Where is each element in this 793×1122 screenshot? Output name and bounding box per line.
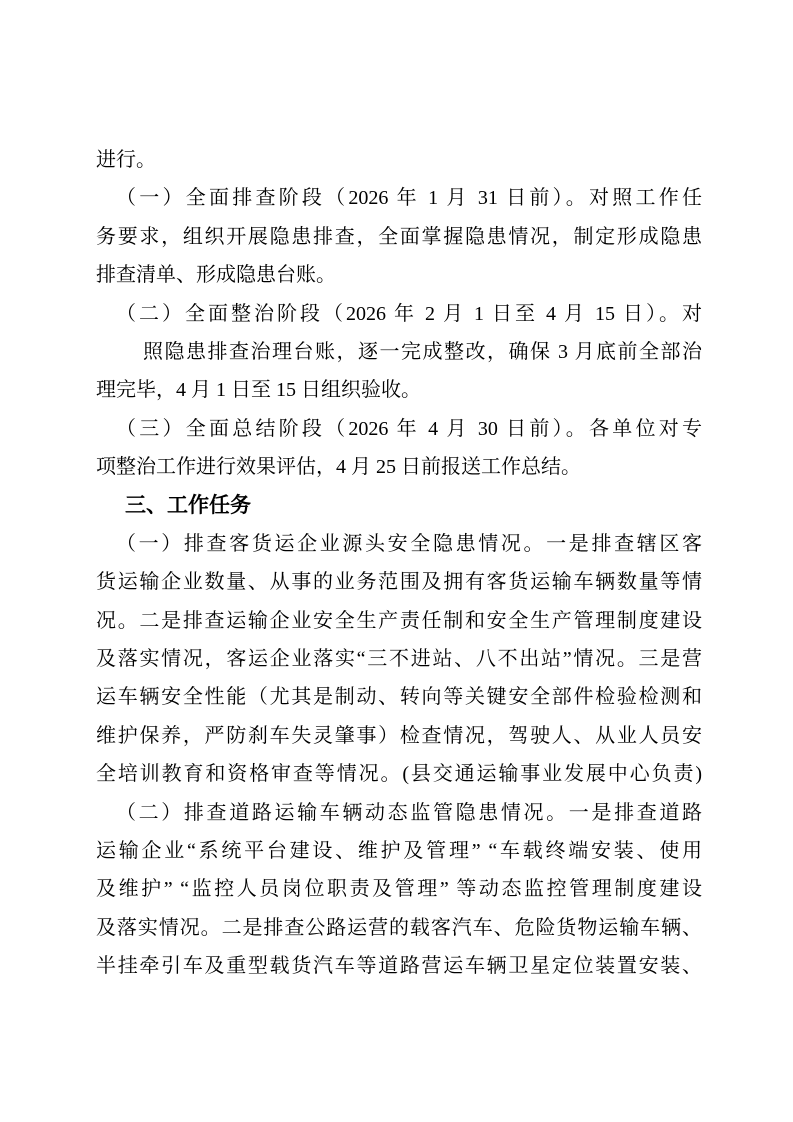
text-line: 全培训教育和资格审查等情况。(县交通运输事业发展中心负责) [96,763,702,786]
text-line: 及维护” “监控人员岗位职责及管理” 等动态监控管理制度建设 [96,878,702,901]
text-line: 半挂牵引车及重型载货汽车等道路营运车辆卫星定位装置安装、 [96,955,702,978]
text-line: （一）全面排查阶段（2026 年 1 月 31 日前）。对照工作任 [116,187,702,210]
text-line: 理完毕，4 月 1 日至 15 日组织验收。 [96,379,421,402]
text-line: 进行。 [96,149,156,171]
text-line: 及落实情况。二是排查公路运营的载客汽车、危险货物运输车辆、 [96,916,702,939]
text-line: 排查清单、形成隐患台账。 [96,264,336,287]
text-line: 运输企业“系统平台建设、维护及管理” “车载终端安装、使用 [96,840,702,863]
document-content [96,141,702,986]
text-line: 运车辆安全性能（尤其是制动、转向等关键安全部件检验检测和 [96,686,702,709]
text-line: 及落实情况，客运企业落实“三不进站、八不出站”情况。三是营 [96,648,702,671]
text-line: （二）排查道路运输车辆动态监管隐患情况。一是排查道路 [116,801,702,824]
text-line: 货运输企业数量、从事的业务范围及拥有客货运输车辆数量等情 [96,571,702,594]
text-line: 况。二是排查运输企业安全生产责任制和安全生产管理制度建设 [96,609,702,632]
text-line: 照隐患排查治理台账，逐一完成整改，确保 3 月底前全部治 [143,340,702,363]
text-line: （一）排查客货运企业源头安全隐患情况。一是排查辖区客 [116,532,702,555]
text-line: 维护保养，严防刹车失灵肇事）检查情况，驾驶人、从业人员安 [96,724,702,747]
section-heading: 三、工作任务 [125,493,251,517]
text-line: 项整治工作进行效果评估，4 月 25 日前报送工作总结。 [96,456,581,479]
text-line: （三）全面总结阶段（2026 年 4 月 30 日前）。各单位对专 [116,417,702,440]
text-line: （二）全面整治阶段（2026 年 2 月 1 日至 4 月 15 日）。对 [116,302,702,325]
text-line: 务要求，组织开展隐患排查，全面掌握隐患情况，制定形成隐患 [96,225,702,248]
